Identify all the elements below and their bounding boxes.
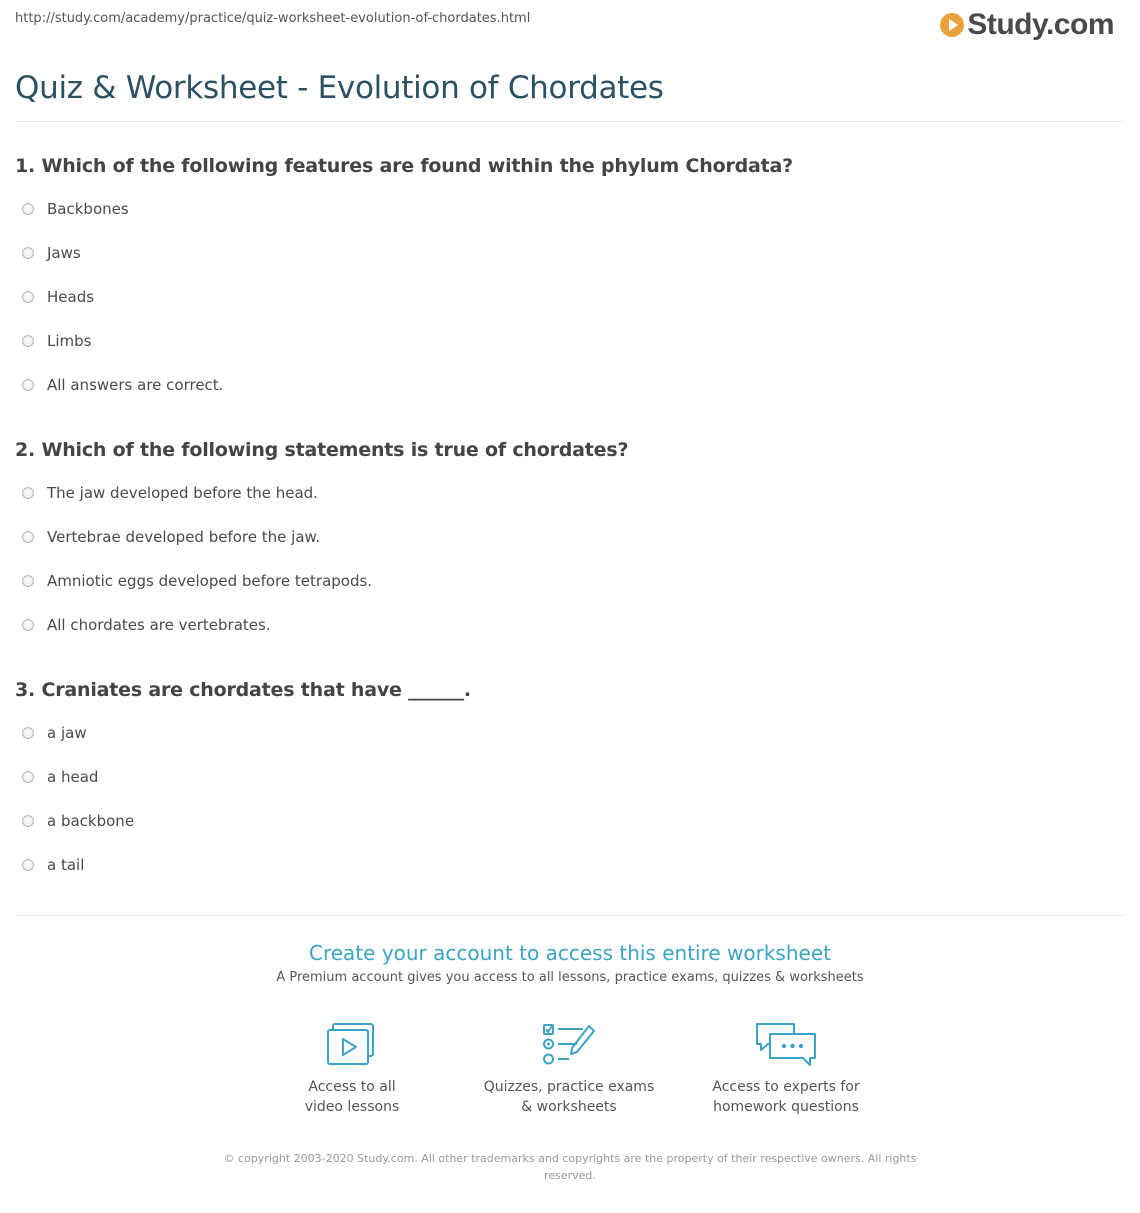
question-3: 3. Craniates are chordates that have ______. [15, 679, 471, 701]
quiz-checklist-icon [541, 1022, 597, 1068]
option-label: All answers are correct. [47, 376, 224, 394]
feature-experts [691, 1022, 881, 1117]
feature-video-lessons [257, 1022, 447, 1117]
feature-label-line1: Access to all [308, 1079, 396, 1095]
q2-option-4[interactable] [22, 616, 271, 634]
q1-option-5[interactable] [22, 376, 223, 394]
q1-option-4[interactable] [22, 332, 91, 350]
page-url[interactable]: http://study.com/academy/practice/quiz-worksheet-evolution-of-chordates.html [15, 11, 531, 26]
radio-button[interactable] [22, 575, 34, 587]
page-title: Quiz & Worksheet - Evolution of Chordates [15, 70, 664, 106]
feature-label-line2: & worksheets [521, 1099, 617, 1115]
radio-button[interactable] [22, 335, 34, 347]
radio-button[interactable] [22, 291, 34, 303]
q1-option-3[interactable] [22, 288, 94, 306]
option-label: a backbone [47, 812, 135, 830]
radio-button[interactable] [22, 859, 34, 871]
feature-label-line1: Quizzes, practice exams [483, 1079, 655, 1095]
q1-option-2[interactable] [22, 244, 81, 262]
q2-option-1[interactable] [22, 484, 318, 502]
divider [15, 915, 1125, 916]
q3-option-4[interactable] [22, 856, 84, 874]
chat-bubbles-icon [754, 1022, 818, 1068]
option-label: All chordates are vertebrates. [47, 616, 271, 634]
radio-button[interactable] [22, 487, 34, 499]
copyright-line1: © copyright 2003-2020 Study.com. All other trademarks and copyrights are the property of their respective owners. All rights [223, 1152, 917, 1165]
q3-option-3[interactable] [22, 812, 134, 830]
feature-label-line1: Access to experts for [712, 1079, 860, 1095]
study-logo[interactable] [940, 8, 1114, 42]
q1-option-1[interactable] [22, 200, 129, 218]
question-2: 2. Which of the following statements is true of chordates? [15, 439, 629, 461]
radio-button[interactable] [22, 771, 34, 783]
radio-button[interactable] [22, 727, 34, 739]
option-label: Heads [47, 288, 95, 306]
q2-option-2[interactable] [22, 528, 320, 546]
play-logo-icon [940, 13, 964, 37]
radio-button[interactable] [22, 815, 34, 827]
radio-button[interactable] [22, 247, 34, 259]
option-label: Amniotic eggs developed before tetrapods. [47, 572, 373, 590]
question-1: 1. Which of the following features are found within the phylum Chordata? [15, 155, 793, 177]
cta-title[interactable]: Create your account to access this entire worksheet [309, 941, 831, 965]
divider [15, 121, 1125, 122]
option-label: Vertebrae developed before the jaw. [47, 528, 321, 546]
logo-text: Study.com [967, 8, 1114, 41]
radio-button[interactable] [22, 531, 34, 543]
option-label: a tail [47, 856, 85, 874]
copyright-line2: reserved. [544, 1169, 596, 1182]
radio-button[interactable] [22, 379, 34, 391]
q3-option-2[interactable] [22, 768, 98, 786]
feature-label-line2: homework questions [713, 1099, 859, 1115]
option-label: Backbones [47, 200, 129, 218]
feature-label-line2: video lessons [304, 1099, 400, 1115]
option-label: Limbs [47, 332, 92, 350]
option-label: a jaw [47, 724, 87, 742]
copyright [215, 1150, 925, 1184]
video-lessons-icon [325, 1022, 379, 1068]
radio-button[interactable] [22, 203, 34, 215]
feature-quizzes [474, 1022, 664, 1117]
q3-option-1[interactable] [22, 724, 87, 742]
radio-button[interactable] [22, 619, 34, 631]
option-label: a head [47, 768, 99, 786]
option-label: Jaws [47, 244, 81, 262]
q2-option-3[interactable] [22, 572, 372, 590]
option-label: The jaw developed before the head. [47, 484, 318, 502]
cta-subtitle: A Premium account gives you access to all lessons, practice exams, quizzes & worksheets [276, 970, 864, 985]
